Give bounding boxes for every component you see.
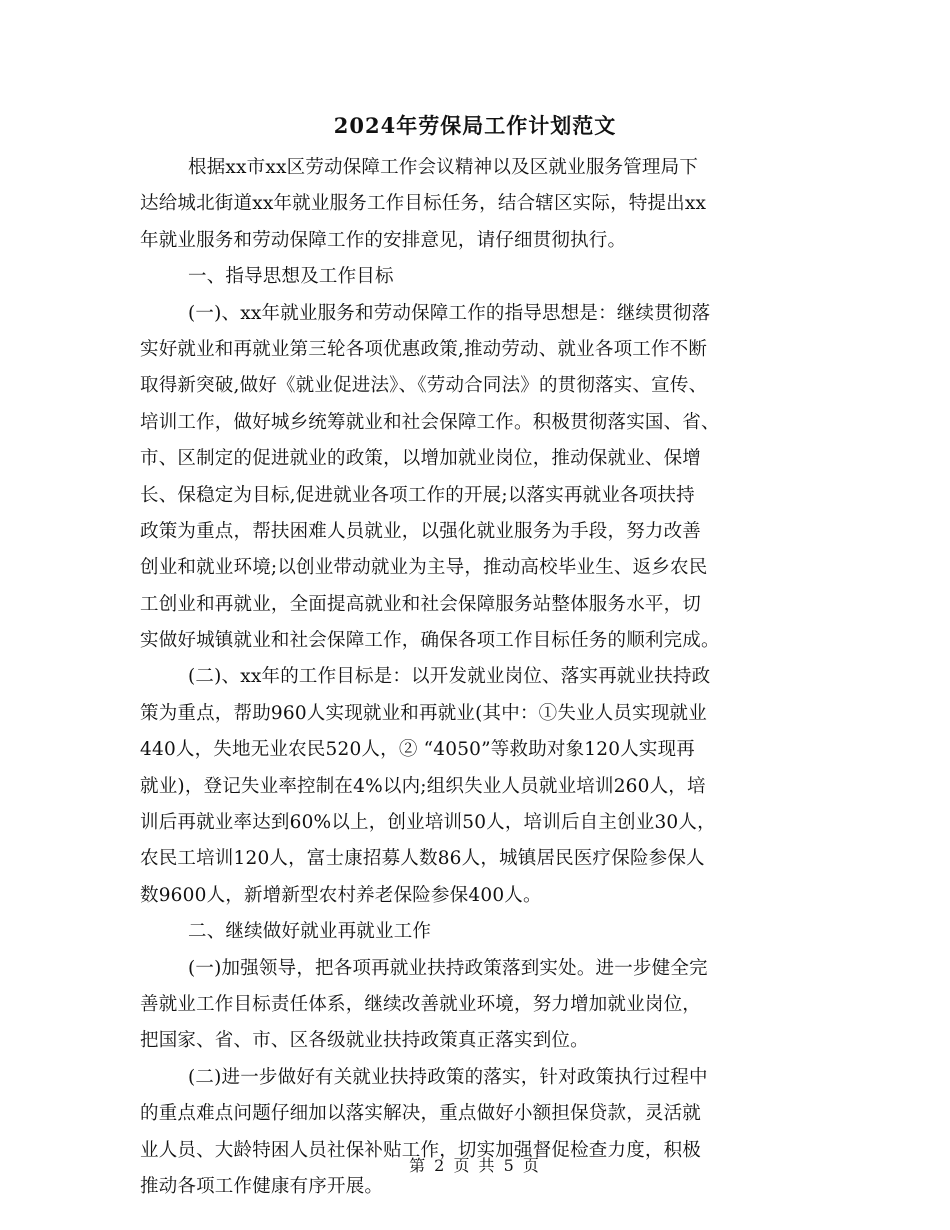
text-line: 农民工培训120人，富士康招募人数86人，城镇居民医疗保险参保人 bbox=[140, 848, 705, 870]
text-line: (一)加强领导，把各项再就业扶持政策落到实处。进一步健全完 bbox=[188, 957, 708, 979]
text-line: (二)、xx年的工作目标是：以开发就业岗位、落实再就业扶持政 bbox=[188, 666, 711, 688]
text-line: 一、指导思想及工作目标 bbox=[188, 266, 394, 288]
text-line: 政策为重点，帮扶困难人员就业，以强化就业服务为手段，努力改善 bbox=[140, 520, 702, 542]
text-line: (一)、xx年就业服务和劳动保障工作的指导思想是：继续贯彻落 bbox=[188, 302, 711, 324]
text-line: 创业和就业环境;以创业带动就业为主导，推动高校毕业生、返乡农民 bbox=[140, 557, 708, 579]
text-line: 善就业工作目标责任体系，继续改善就业环境，努力增加就业岗位， bbox=[140, 993, 702, 1015]
page-number-footer: 第 2 页 共 5 页 bbox=[409, 1156, 541, 1175]
text-line: 市、区制定的促进就业的政策，以增加就业岗位，推动保就业、保增 bbox=[140, 448, 702, 470]
text-line: 把国家、省、市、区各级就业扶持政策真正落实到位。 bbox=[140, 1030, 589, 1052]
text-line: (二)进一步做好有关就业扶持政策的落实，针对政策执行过程中 bbox=[188, 1066, 708, 1088]
text-line: 根据xx市xx区劳动保障工作会议精神以及区就业服务管理局下 bbox=[188, 157, 699, 178]
text-line: 业人员、大龄特困人员社保补贴工作，切实加强督促检查力度，积极 bbox=[140, 1139, 702, 1161]
text-line: 策为重点，帮助960人实现就业和再就业(其中：①失业人员实现就业 bbox=[140, 702, 707, 724]
text-line: 培训工作，做好城乡统筹就业和社会保障工作。积极贯彻落实国、省、 bbox=[140, 411, 720, 433]
text-line: 实做好城镇就业和社会保障工作，确保各项工作目标任务的顺利完成。 bbox=[140, 630, 720, 652]
text-line: 年就业服务和劳动保障工作的安排意见，请仔细贯彻执行。 bbox=[140, 229, 627, 251]
text-line: 实好就业和再就业第三轮各项优惠政策,推动劳动、就业各项工作不断 bbox=[140, 338, 708, 360]
text-line: 的重点难点问题仔细加以落实解决，重点做好小额担保贷款，灵活就 bbox=[140, 1103, 702, 1125]
text-line: 工创业和再就业，全面提高就业和社会保障服务站整体服务水平，切 bbox=[140, 593, 702, 615]
text-line: 数9600人，新增新型农村养老保险参保400人。 bbox=[140, 884, 542, 906]
text-line: 长、保稳定为目标,促进就业各项工作的开展;以落实再就业各项扶持 bbox=[140, 484, 695, 506]
text-line: 二、继续做好就业再就业工作 bbox=[188, 921, 432, 943]
text-line: 训后再就业率达到60%以上，创业培训50人，培训后自主创业30人， bbox=[140, 812, 716, 834]
text-line: 达给城北街道xx年就业服务工作目标任务，结合辖区实际，特提出xx bbox=[140, 193, 707, 215]
document-title: 2024年劳保局工作计划范文 bbox=[333, 113, 617, 138]
text-line: 推动各项工作健康有序开展。 bbox=[140, 1175, 384, 1197]
text-line: 就业)，登记失业率控制在4%以内;组织失业人员就业培训260人，培 bbox=[140, 775, 706, 797]
document-body bbox=[140, 150, 815, 1205]
text-line: 取得新突破,做好《就业促进法》、《劳动合同法》的贯彻落实、宣传、 bbox=[140, 375, 708, 397]
text-line: 440人，失地无业农民520人，② “4050”等救助对象120人实现再 bbox=[140, 739, 696, 761]
